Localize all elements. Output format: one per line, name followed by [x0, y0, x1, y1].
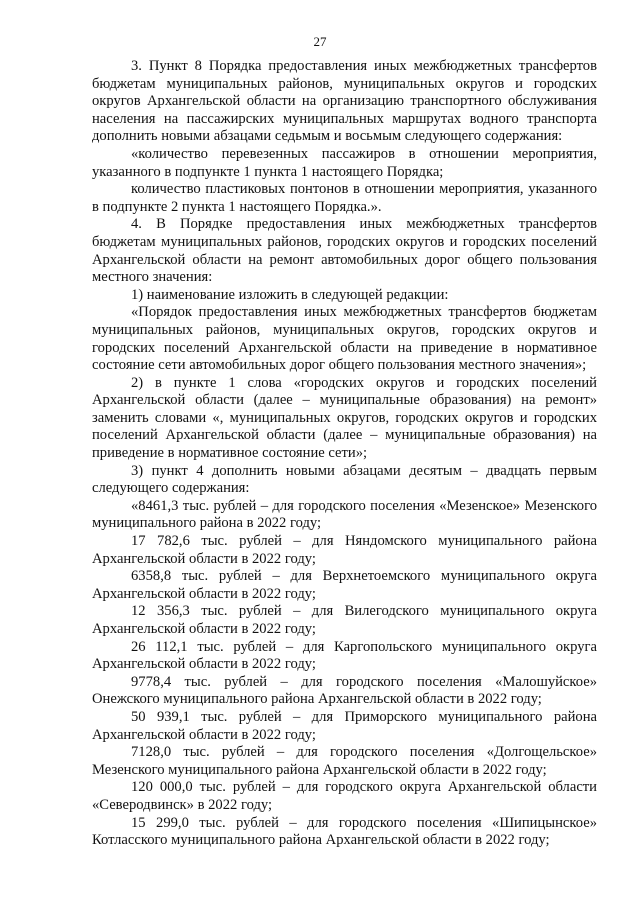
allocation-mezenskoe: «8461,3 тыс. рублей – для городского поселения «Мезенское» Мезенского муниципального района в 2022 году;: [92, 497, 597, 532]
paragraph-subitem-2: 2) в пункте 1 слова «городских округов и городских поселений Архангельской области (далее – муниципальные образования) на ремонт» заменить словами «, муниципальных округов, городских округов и городских поселений Архангельской области (далее – муниципальные образования) на приведение в нормативное состояние сети»;: [92, 374, 597, 462]
allocation-vilegodsky: 12 356,3 тыс. рублей – для Вилегодского муниципального округа Архангельской области в 2022 году;: [92, 603, 597, 637]
paragraph-subitem-3: 3) пункт 4 дополнить новыми абзацами десятым – двадцать первым следующего содержания:: [92, 462, 597, 497]
paragraph-item-4-roads: 4. В Порядке предоставления иных межбюджетных трансфертов бюджетам муниципальных районов, городских округов и городских поселений Архангельской области на ремонт автомобильных дорог общего пользования местного значения:: [92, 216, 597, 286]
allocation-verkhnetoemsky: 6358,8 тыс. рублей – для Верхнетоемского муниципального округа Архангельской области в 2022 году;: [92, 568, 597, 602]
allocation-dolgoshchelskoe: 7128,0 тыс. рублей – для городского поселения «Долгощельское» Мезенского муниципального района Архангельской области в 2022 году;: [92, 744, 597, 778]
allocation-nyandomsky: 17 782,6 тыс. рублей – для Няндомского муниципального района Архангельской области в 2022 году;: [92, 533, 597, 567]
allocation-shipitsynskoe: 15 299,0 тыс. рублей – для городского поселения «Шипицынское» Котласского муниципального района Архангельской области в 2022 году;: [92, 814, 597, 849]
paragraph-item-3-amendment: 3. Пункт 8 Порядка предоставления иных межбюджетных трансфертов бюджетам муниципальных районов, муниципальных округов и городских округов Архангельской области на организацию транспортного обслуживания населения на пассажирских муниципальных маршрутах водного транспорта дополнить новыми абзацами седьмым и восьмым следующего содержания:: [92, 58, 597, 145]
paragraph-new-title: «Порядок предоставления иных межбюджетных трансфертов бюджетам муниципальных районов, муниципальных округов, городских округов и городских поселений Архангельской области на приведение в нормативное состояние сети автомобильных дорог общего пользования местного значения»;: [92, 304, 597, 374]
paragraph-passengers-count: «количество перевезенных пассажиров в отношении мероприятия, указанного в подпункте 1 пункта 1 настоящего Порядка;: [92, 145, 597, 180]
paragraph-pontoons-count: количество пластиковых понтонов в отношении мероприятия, указанного в подпункте 2 пункта 1 настоящего Порядка.».: [92, 181, 597, 215]
allocation-primorsky: 50 939,1 тыс. рублей – для Приморского муниципального района Архангельской области в 2022 году;: [92, 708, 597, 743]
allocation-severodvinsk: 120 000,0 тыс. рублей – для городского округа Архангельской области «Северодвинск» в 2022 году;: [92, 779, 597, 813]
allocation-kargopolsky: 26 112,1 тыс. рублей – для Каргопольского муниципального округа Архангельской области в 2022 году;: [92, 638, 597, 673]
paragraph-subitem-1: 1) наименование изложить в следующей редакции:: [131, 286, 449, 303]
page-number: 27: [313, 34, 327, 49]
document-body: [92, 58, 597, 850]
allocation-maloshuyskoe: 9778,4 тыс. рублей – для городского поселения «Малошуйское» Онежского муниципального района Архангельской области в 2022 году;: [92, 673, 597, 708]
